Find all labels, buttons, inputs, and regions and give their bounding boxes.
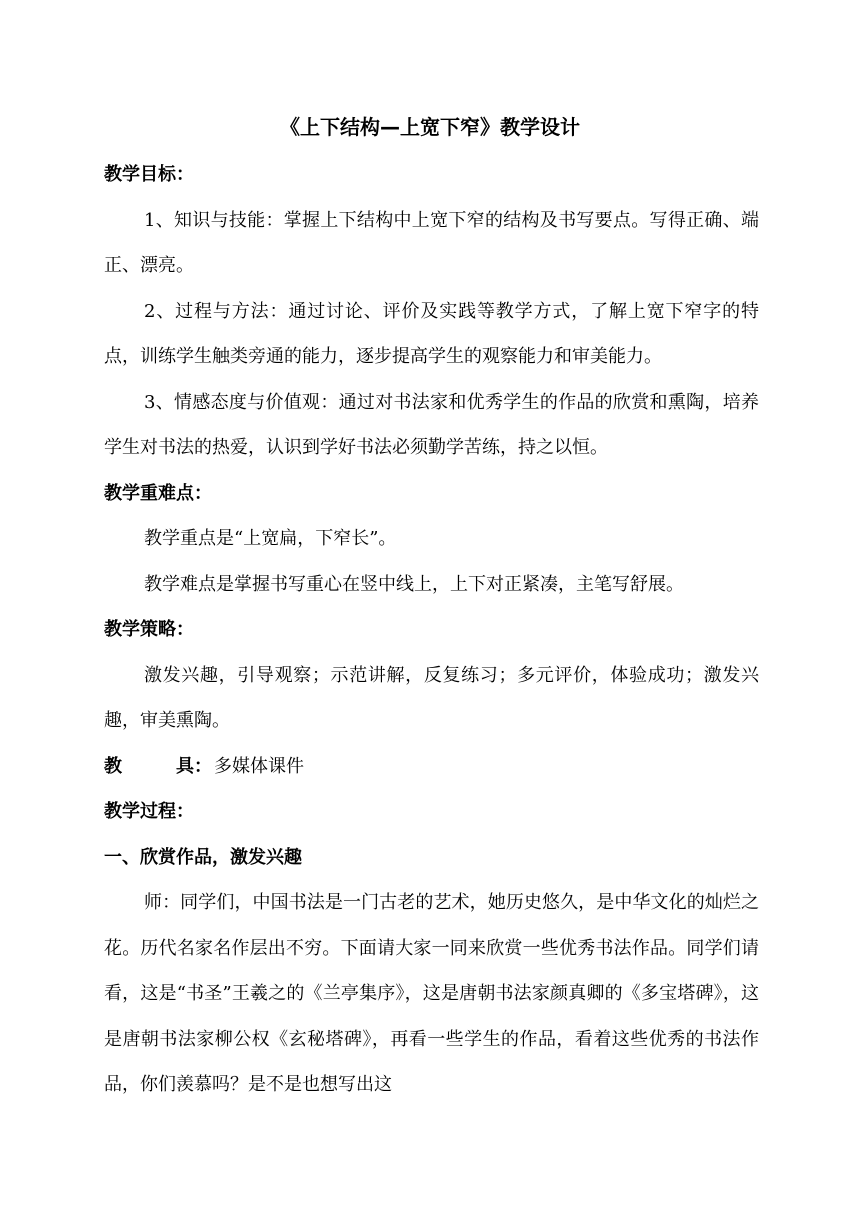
key-points-heading: 教学重难点： bbox=[104, 482, 212, 504]
tools-row bbox=[104, 744, 759, 790]
process-heading: 教学过程： bbox=[104, 801, 194, 822]
tools-label-char-2: 具： bbox=[176, 755, 212, 777]
tools-label bbox=[104, 744, 214, 790]
step-1-heading: 一、欣赏作品，激发兴趣 bbox=[104, 846, 302, 868]
objective-3: 3、情感态度与价值观：通过对书法家和优秀学生的作品的欣赏和熏陶，培养学生对书法的热爱，认识到学好书法必须勤学苦练，持之以恒。 bbox=[104, 391, 759, 458]
strategy-text: 激发兴趣，引导观察；示范讲解，反复练习；多元评价，体验成功；激发兴趣，审美熏陶。 bbox=[104, 664, 759, 731]
key-point: 教学重点是“上宽扁，下窄长”。 bbox=[144, 528, 397, 549]
objectives-heading: 教学目标： bbox=[104, 164, 194, 185]
strategy-heading: 教学策略： bbox=[104, 619, 194, 640]
step-1-text: 师：同学们，中国书法是一门古老的艺术，她历史悠久，是中华文化的灿烂之花。历代名家名作层出不穷。下面请大家一同来欣赏一些优秀书法作品。同学们请看，这是“书圣”王羲之的《兰亭集序》，这是唐朝书法家颜真卿的《多宝塔碑》，这是唐朝书法家柳公权《玄秘塔碑》，再看一些学生的作品，看着这些优秀的书法作品，你们羡慕吗？是不是也想写出这 bbox=[104, 892, 759, 1095]
tools-value: 多媒体课件 bbox=[214, 755, 304, 777]
tools-label-char-1: 教 bbox=[104, 755, 122, 777]
document-body bbox=[104, 152, 759, 1108]
objective-2: 2、过程与方法：通过讨论、评价及实践等教学方式，了解上宽下窄字的特点，训练学生触类旁通的能力，逐步提高学生的观察能力和审美能力。 bbox=[104, 300, 759, 367]
difficult-point: 教学难点是掌握书写重心在竖中线上，上下对正紧凑，主笔写舒展。 bbox=[144, 573, 684, 595]
document-title: 《上下结构—上宽下窄》教学设计 bbox=[280, 115, 580, 139]
objective-1: 1、知识与技能：掌握上下结构中上宽下窄的结构及书写要点。写得正确、端正、漂亮。 bbox=[104, 209, 759, 276]
